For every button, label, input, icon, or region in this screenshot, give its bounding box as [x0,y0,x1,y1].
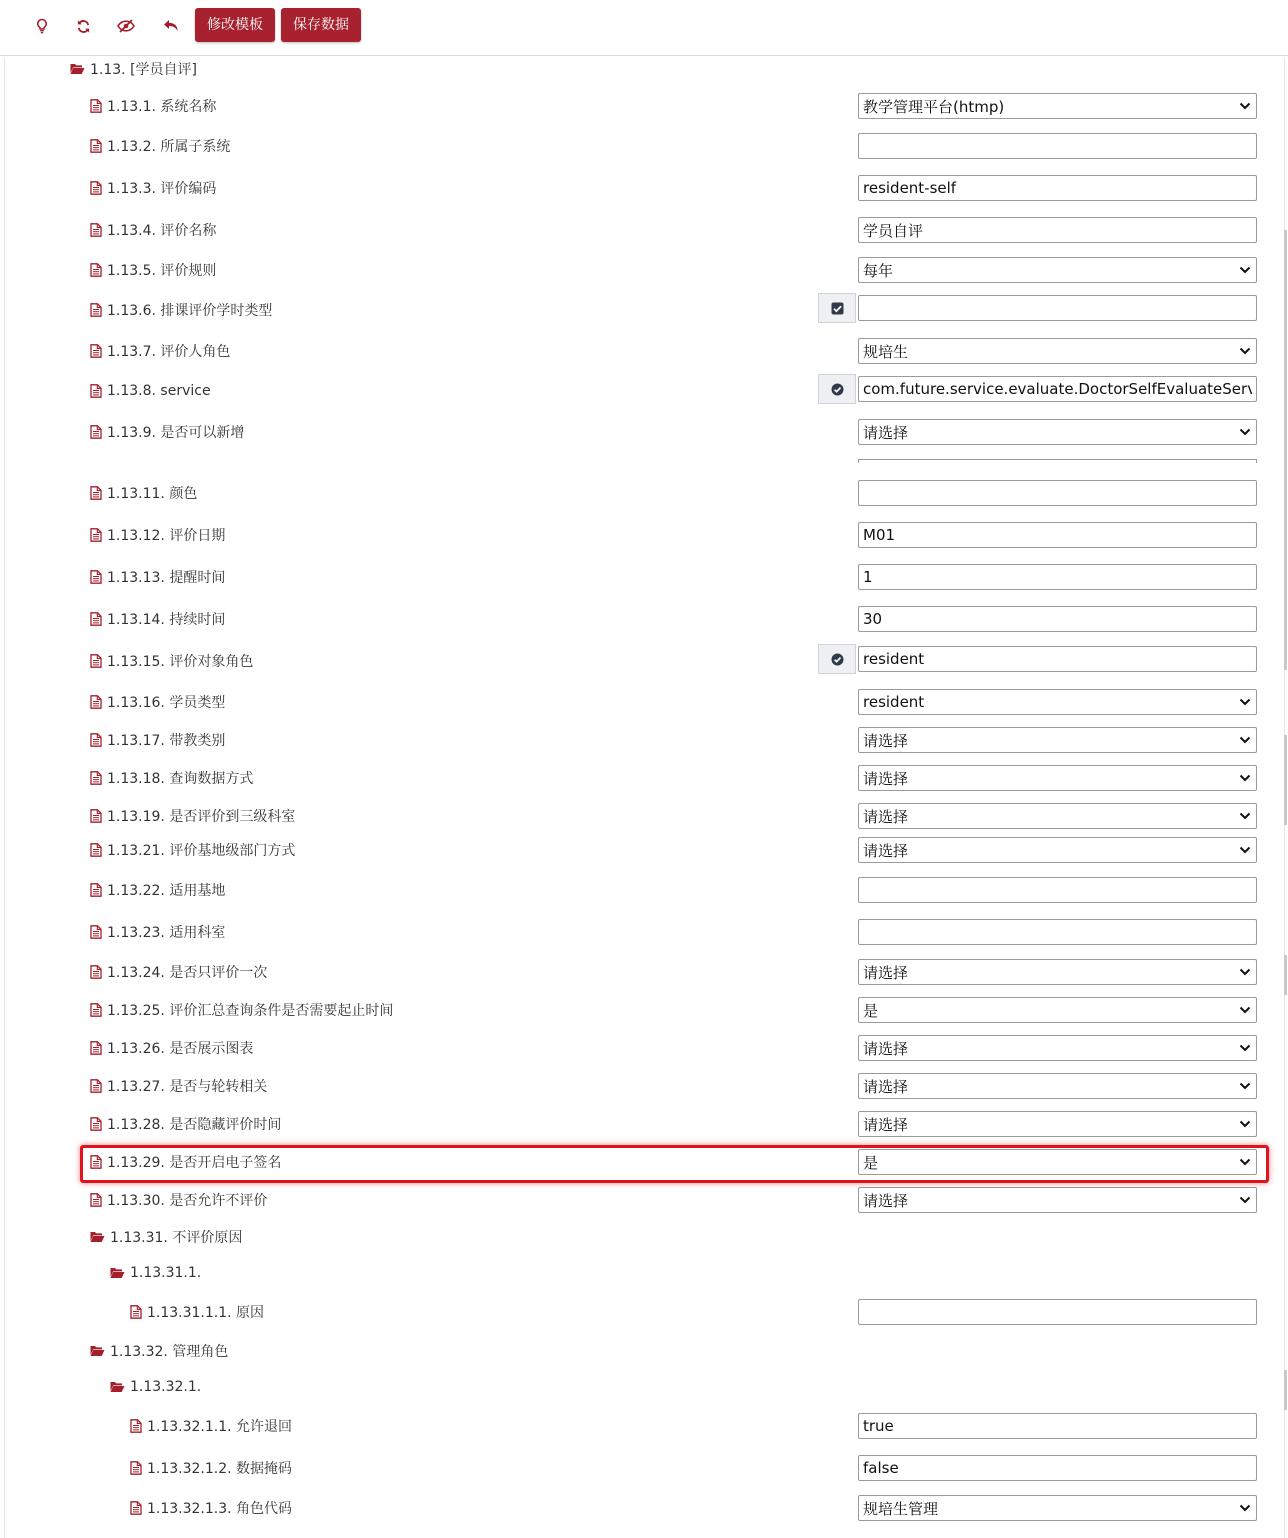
select-field[interactable] [858,1073,1257,1099]
document-icon [90,99,102,113]
document-icon [90,223,102,237]
tree-row [0,1069,1288,1103]
document-icon [90,965,102,979]
tree-row [0,213,1288,247]
document-icon [90,733,102,747]
select-value: 是 [863,1153,879,1172]
tree-row [0,761,1288,795]
tree-item-label[interactable]: 1.13.32.1.2. 数据掩码 [130,1451,292,1485]
select-field[interactable] [858,419,1257,445]
document-icon [90,1117,102,1131]
document-icon [90,1003,102,1017]
folder-open-icon [90,1231,105,1243]
tree-row [0,955,1288,989]
document-icon [90,384,102,398]
document-icon [90,695,102,709]
text-field[interactable] [858,133,1257,159]
save-data-button[interactable]: 保存数据 [281,8,361,42]
tree-row [0,334,1288,368]
document-icon [90,303,102,317]
chevron-down-icon [1238,263,1252,277]
text-field[interactable] [858,217,1257,243]
select-field[interactable] [858,997,1257,1023]
tree-item-label[interactable]: 1.13.3. 评价编码 [90,171,216,205]
document-icon [90,486,102,500]
text-field[interactable] [858,1413,1257,1439]
document-icon [90,612,102,626]
tree-item-label[interactable]: 1.13.32. 管理角色 [90,1334,228,1368]
document-icon [90,425,102,439]
lightbulb-icon[interactable] [30,14,54,38]
undo-icon[interactable] [159,14,183,38]
tree-item-label[interactable]: 1.13.28. 是否隐藏评价时间 [90,1107,281,1141]
tree-row [0,1409,1288,1443]
tree-item-label[interactable]: 1.13.21. 评价基地级部门方式 [90,833,295,867]
tree-folder [0,1334,1288,1368]
tree-folder [0,1220,1288,1254]
chevron-down-icon [1238,1501,1252,1515]
document-icon [90,181,102,195]
tree-row [0,1295,1288,1329]
tree-item-label[interactable]: 1.13.4. 评价名称 [90,213,216,247]
folder-open-icon [110,1381,125,1393]
tree-row [0,89,1288,123]
tree-row [0,476,1288,510]
checkbox-icon [831,302,844,315]
document-icon [130,1461,142,1475]
tree-item-label[interactable]: 1.13.12. 评价日期 [90,518,225,552]
select-value: 是 [863,1001,879,1020]
document-icon [90,1193,102,1207]
text-field[interactable] [858,606,1257,632]
tree-item-label[interactable]: 1.13.31.1.1. 原因 [130,1295,264,1329]
tree-item-label[interactable]: 1.13.22. 适用基地 [90,873,225,907]
tree-row [0,171,1288,205]
text-field[interactable] [858,919,1257,945]
folder-open-icon [110,1267,125,1279]
chevron-down-icon [1238,1117,1252,1131]
document-icon [90,883,102,897]
text-field[interactable] [858,646,1257,672]
select-value: 请选择 [863,963,909,982]
text-field[interactable] [858,480,1257,506]
tree-item-label[interactable]: 1.13.8. service [90,374,211,408]
select-field[interactable] [858,837,1257,863]
document-icon [90,1041,102,1055]
tree-item-label[interactable]: 1.13.9. 是否可以新增 [90,415,244,449]
tree-item-label[interactable]: 1.13.25. 评价汇总查询条件是否需要起止时间 [90,993,393,1027]
select-value: 请选择 [863,841,909,860]
tree-row [0,518,1288,552]
select-value: 请选择 [863,1191,909,1210]
text-field[interactable] [858,564,1257,590]
text-field[interactable] [858,1455,1257,1481]
tree-item-label[interactable]: 1.13.1. 系统名称 [90,89,216,123]
tree-item-label[interactable]: 1.13.15. 评价对象角色 [90,644,253,678]
folder-open-icon [70,63,85,75]
addon-button[interactable] [818,374,856,404]
chevron-down-icon [1238,733,1252,747]
tree-root [0,52,1288,86]
tree-item-label[interactable]: 1.13.6. 排课评价学时类型 [90,293,272,327]
tree-row [0,873,1288,907]
tree-row [0,129,1288,163]
folder-open-icon [90,1345,105,1357]
document-icon [90,809,102,823]
check-circle-icon [831,383,844,396]
tree-item-label[interactable]: 1.13.13. 提醒时间 [90,560,225,594]
tree-folder [0,1256,1288,1290]
text-field[interactable] [858,522,1257,548]
select-value: 请选择 [863,731,909,750]
document-icon [90,570,102,584]
tree-item-label[interactable]: 1.13.26. 是否展示图表 [90,1031,253,1065]
document-icon [90,263,102,277]
tree-folder [0,1370,1288,1404]
select-value: 请选择 [863,807,909,826]
tree-item-label[interactable]: 1.13.18. 查询数据方式 [90,761,253,795]
tree-row [0,1183,1288,1217]
text-field[interactable] [858,877,1257,903]
select-field[interactable] [858,727,1257,753]
document-icon [90,771,102,785]
text-field[interactable] [858,175,1257,201]
tree-item-label[interactable]: 1.13.29. 是否开启电子签名 [90,1145,281,1179]
chevron-down-icon [1238,425,1252,439]
select-field[interactable] [858,1495,1257,1521]
partial-field [858,459,1257,463]
tree-item-label[interactable]: 1.13.32.1.1. 允许退回 [130,1409,292,1443]
select-value: 规培生管理 [863,1499,939,1518]
document-icon [90,654,102,668]
document-icon [90,344,102,358]
document-icon [90,843,102,857]
select-field[interactable] [858,93,1257,119]
tree-item-label[interactable]: 1.13.16. 学员类型 [90,685,225,719]
highlight-box [80,1145,1269,1183]
select-value: 请选择 [863,1115,909,1134]
chevron-down-icon [1238,1193,1252,1207]
tree-item-label[interactable]: 1.13.27. 是否与轮转相关 [90,1069,267,1103]
chevron-down-icon [1238,99,1252,113]
document-icon [90,1079,102,1093]
tree-root-label[interactable]: 1.13. [学员自评] [70,52,197,86]
select-field[interactable] [858,1111,1257,1137]
tree-row [0,685,1288,719]
select-field[interactable] [858,257,1257,283]
document-icon [130,1305,142,1319]
chevron-down-icon [1238,771,1252,785]
tree-item-label[interactable]: 1.13.32.1. [110,1370,201,1404]
select-value: 教学管理平台(htmp) [863,97,1005,116]
select-field[interactable] [858,338,1257,364]
tree-item-label[interactable]: 1.13.5. 评价规则 [90,253,216,287]
select-value: 请选择 [863,769,909,788]
select-field[interactable] [858,765,1257,791]
text-field[interactable] [858,295,1257,321]
addon-button[interactable] [818,644,856,674]
document-icon [90,925,102,939]
chevron-down-icon [1238,809,1252,823]
tree-row [0,644,1288,678]
tree-row [0,993,1288,1027]
text-field[interactable] [858,1299,1257,1325]
tree-row [0,1451,1288,1485]
select-field[interactable] [858,959,1257,985]
select-field[interactable] [858,803,1257,829]
chevron-down-icon [1238,1003,1252,1017]
chevron-down-icon [1238,344,1252,358]
tree-row [0,374,1288,408]
tree-item-label[interactable]: 1.13.11. 颜色 [90,476,197,510]
tree-row [0,560,1288,594]
chevron-down-icon [1238,695,1252,709]
tree-item-label[interactable]: 1.13.30. 是否允许不评价 [90,1183,267,1217]
select-value: 请选择 [863,1077,909,1096]
select-field[interactable] [858,1035,1257,1061]
tree-row [0,415,1288,449]
tree-row [0,799,1288,833]
tree-item-label[interactable]: 1.13.24. 是否只评价一次 [90,955,267,989]
tree-row [0,293,1288,327]
tree-row [0,253,1288,287]
document-icon [130,1501,142,1515]
tree-item-label[interactable]: 1.13.23. 适用科室 [90,915,225,949]
select-field[interactable] [858,1187,1257,1213]
tree-item-label[interactable]: 1.13.31. 不评价原因 [90,1220,242,1254]
toolbar [0,0,1288,56]
eye-slash-icon[interactable] [114,14,138,38]
tree-item-label[interactable]: 1.13.32.1.3. 角色代码 [130,1491,292,1525]
refresh-icon[interactable] [71,14,95,38]
tree-row [0,833,1288,867]
tree-row [0,1107,1288,1141]
chevron-down-icon [1238,1079,1252,1093]
tree-item-label[interactable]: 1.13.2. 所属子系统 [90,129,230,163]
tree-row [0,1031,1288,1065]
document-icon [90,139,102,153]
tree-row [0,723,1288,757]
tree-row [0,915,1288,949]
document-icon [130,1419,142,1433]
check-circle-icon [831,653,844,666]
tree-item-label[interactable]: 1.13.19. 是否评价到三级科室 [90,799,295,833]
select-value: 每年 [863,261,894,280]
tree-item-label[interactable]: 1.13.31.1. [110,1256,201,1290]
tree-item-label[interactable]: 1.13.14. 持续时间 [90,602,225,636]
tree-item-label[interactable]: 1.13.7. 评价人角色 [90,334,230,368]
chevron-down-icon [1238,843,1252,857]
chevron-down-icon [1238,965,1252,979]
addon-button[interactable] [818,293,856,323]
tree-row [0,1491,1288,1525]
select-value: resident [863,693,925,711]
select-field[interactable] [858,689,1257,715]
document-icon [90,528,102,542]
edit-template-button[interactable]: 修改模板 [195,8,275,42]
select-value: 请选择 [863,423,909,442]
tree-row [0,602,1288,636]
tree-item-label[interactable]: 1.13.17. 带教类别 [90,723,225,757]
select-value: 请选择 [863,1039,909,1058]
chevron-down-icon [1238,1041,1252,1055]
text-field[interactable] [858,376,1257,402]
select-value: 规培生 [863,342,909,361]
